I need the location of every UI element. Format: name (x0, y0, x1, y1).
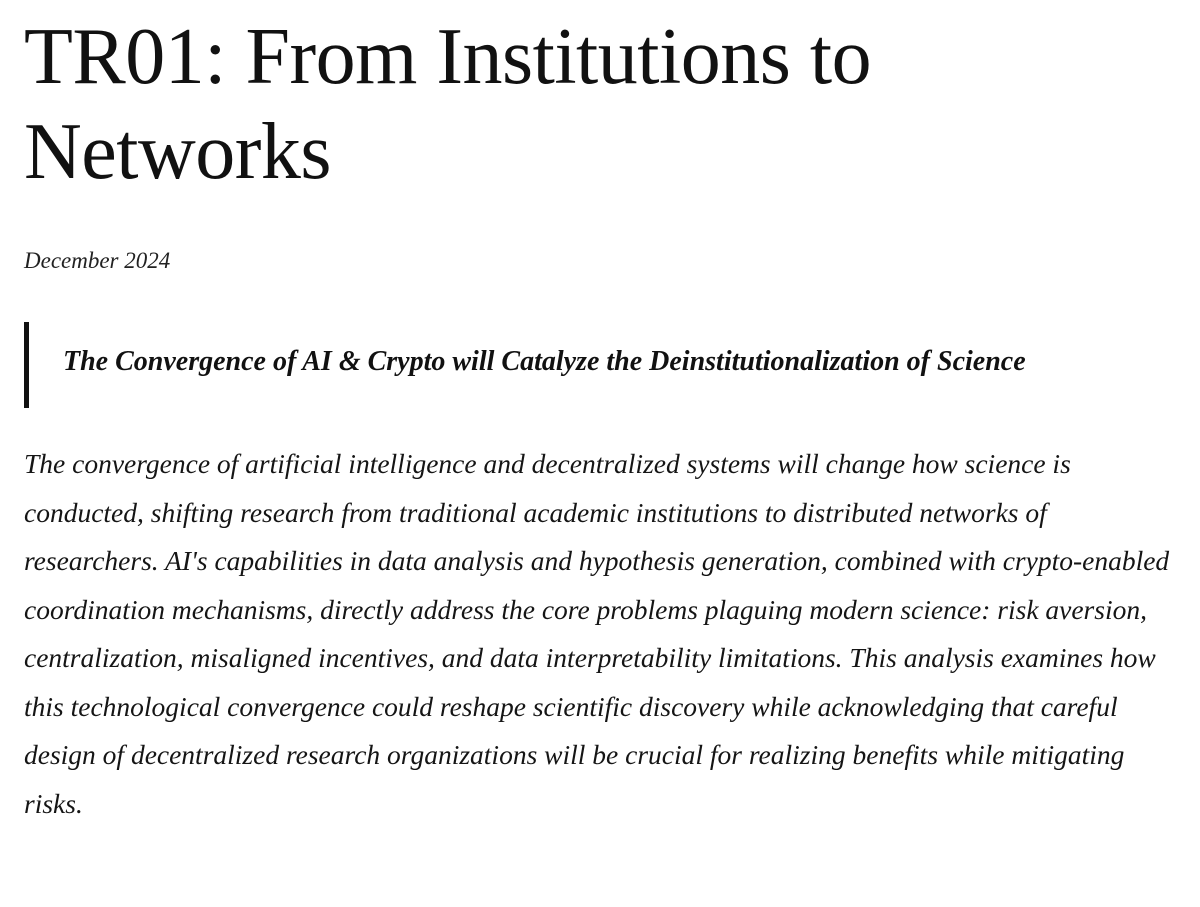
abstract-paragraph: The convergence of artificial intelligence and decentralized systems will change how science is conducted, shifting research from traditional academic institutions to distributed networks of researchers. AI's capabilities in data analysis and hypothesis generation, combined with crypto-enabled coordination mechanisms, directly address the core problems plaguing modern science: risk aversion, centralization, misaligned incentives, and data interpretability limitations. This analysis examines how this technological convergence could reshape scientific discovery while acknowledging that careful design of decentralized research organizations will be crucial for realizing benefits while mitigating risks. (24, 448, 1170, 819)
article-title: TR01: From Institutions to Networks (24, 13, 872, 196)
callout-text: The Convergence of AI & Crypto will Catalyze the Deinstitutionalization of Science (63, 346, 1026, 377)
callout-quote (24, 322, 1174, 408)
publication-date: December 2024 (24, 248, 171, 273)
